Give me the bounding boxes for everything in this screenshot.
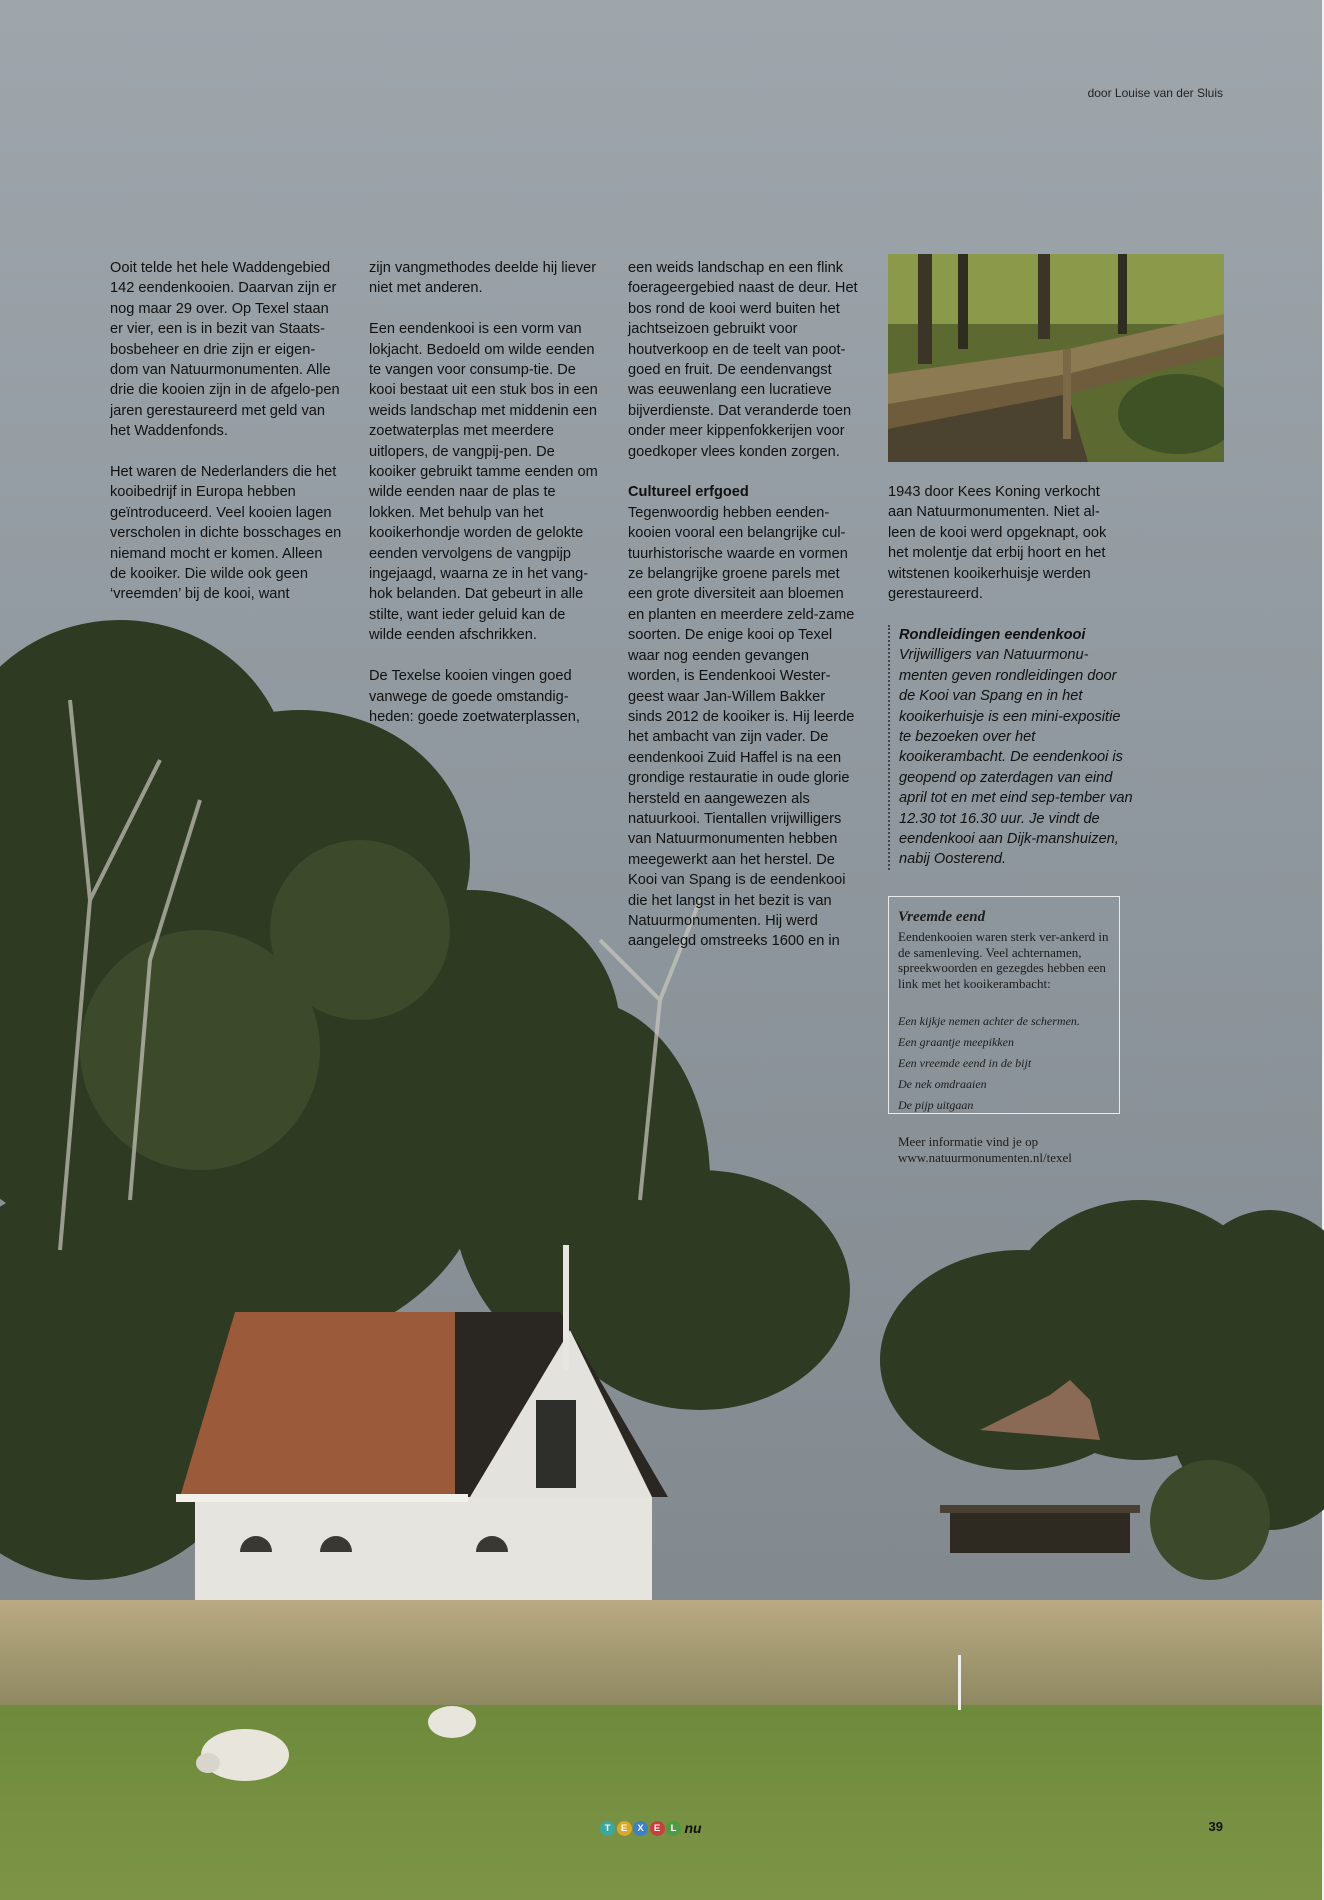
- paragraph: Het waren de Nederlanders die het kooibedrijf in Europa hebben geïntroduceerd. Veel kooien lagen verscholen in dichte bosschages en niemand mocht er komen. Alleen de kooiker. Die wilde ook geen ‘vreemden’ bij de kooi, want: [110, 464, 342, 603]
- sidebar-intro: Eendenkooien waren sterk ver-ankerd in de samenleving. Veel achternamen, spreekwoorden en gezegdes hebben een link met het kooikerambacht:: [898, 929, 1109, 991]
- box-heading: Rondleidingen eendenkooi: [899, 627, 1086, 643]
- sidebar-vreemde-eend: [888, 896, 1120, 1165]
- logo-suffix: nu: [684, 1820, 702, 1836]
- paragraph: Een eendenkooi is een vorm van lokjacht. Bedoeld om wilde eenden te vangen voor consump-tie. De kooi bestaat uit een stuk bos in een weids landschap met middenin een zoetwaterplas met meerdere uitlopers, de vangpij-pen. De kooiker gebruikt tamme eenden om wilde eenden naar de plas te lokken. Met behulp van het kooikerhondje worden de gelokte eenden vervolgens de vangpijp ingejaagd, waarna ze in het vang-hok belanden. Dat gebeurt in alle stilte, want ieder geluid kan de wilde eenden afschrikken.: [369, 321, 598, 644]
- logo-letter: X: [633, 1821, 648, 1836]
- paragraph: Tegenwoordig hebben eenden-kooien vooral een belangrijke cul-tuurhistorische waarde en vormen ze belangrijke groene parels met een grote diversiteit aan bloemen en planten en meerdere zeld-zame soorten. De enige kooi op Texel waar nog eenden gevangen worden, is Eendenkooi Wester-geest waar Jan-Willem Bakker sinds 2012 de kooiker is. Hij leerde het ambacht van zijn vader. De eendenkooi Zuid Haffel is na een grondige restauratie in oude glorie hersteld en aangewezen als natuurkooi. Tientallen vrijwilligers van Natuurmonumenten hebben meegewerkt aan het herstel. De Kooi van Spang is de eendenkooi die het langst in het bezit is van Natuurmonumenten. Hij werd aangelegd omstreeks 1600 en in: [628, 504, 855, 950]
- saying-item: Een kijkje nemen achter de schermen.: [898, 1014, 1080, 1029]
- saying-item: De pijp uitgaan: [898, 1098, 974, 1113]
- paragraph: Ooit telde het hele Waddengebied 142 eendenkooien. Daarvan zijn er nog maar 29 over. Op Texel staan er vier, een is in bezit van Staats-bosbeheer en drie zijn er eigen-dom van Natuurmonumenten. Alle drie die kooien zijn in de afgelo-pen jaren gerestaureerd met geld van het Waddenfonds.: [110, 260, 340, 440]
- article-column-2: [369, 258, 601, 727]
- sidebar-title: Vreemde eend: [898, 909, 986, 925]
- sayings-list: [898, 1011, 1110, 1116]
- inset-photo-duck-decoy-fence: [888, 254, 1224, 462]
- byline: door Louise van der Sluis: [1087, 86, 1223, 100]
- logo-letter: T: [600, 1821, 615, 1836]
- saying-item: Een vreemde eend in de bijt: [898, 1056, 1032, 1071]
- section-heading: Cultureel erfgoed: [628, 484, 749, 501]
- rondleidingen-box: [888, 625, 1135, 870]
- logo-letter: E: [650, 1821, 665, 1836]
- paragraph: 1943 door Kees Koning verkocht aan Natuurmonumenten. Niet al-leen de kooi werd opgeknapt, ook het molentje dat erbij hoort en het witstenen kooikerhuisje werden gerestaureerd.: [888, 484, 1107, 603]
- paragraph: een weids landschap en een flink foerageergebied naast de deur. Het bos rond de kooi werd buiten het jachtseizoen gebruikt voor houtverkoop en de teelt van poot-goed en fruit. De eendenvangst was eeuwenlang een lucratieve bijverdienste. Dat veranderde toen onder meer kippenfokkerijen voor goedkoper vlees konden zorgen.: [628, 260, 858, 460]
- more-info-link[interactable]: Meer informatie vind je op www.natuurmonumenten.nl/texel: [898, 1134, 1072, 1165]
- saying-item: De nek omdraaien: [898, 1077, 987, 1092]
- article-column-3: [628, 258, 860, 952]
- article-column-4: [888, 482, 1120, 604]
- logo-letter: E: [617, 1821, 632, 1836]
- paragraph: zijn vangmethodes deelde hij liever niet met anderen.: [369, 260, 597, 297]
- saying-item: Een graantje meepikken: [898, 1035, 1014, 1050]
- article-column-1: [110, 258, 342, 605]
- box-text: Vrijwilligers van Natuurmonu-menten geven rondleidingen door de Kooi van Spang en in het kooikerhuisje is een mini-expositie te bezoeken over het kooikerambacht. De eendenkooi is geopend op zaterdagen van eind april tot en met eind sep-tember van 12.30 tot 16.30 uur. Je vindt de eendenkooi aan Dijk-manshuizen, nabij Oosterend.: [899, 647, 1133, 868]
- page-number: 39: [1208, 1819, 1223, 1834]
- paragraph: De Texelse kooien vingen goed vanwege de goede omstandig-heden: goede zoetwaterplassen,: [369, 668, 580, 725]
- logo-letter: L: [666, 1821, 681, 1836]
- texel-nu-logo: [600, 1817, 702, 1839]
